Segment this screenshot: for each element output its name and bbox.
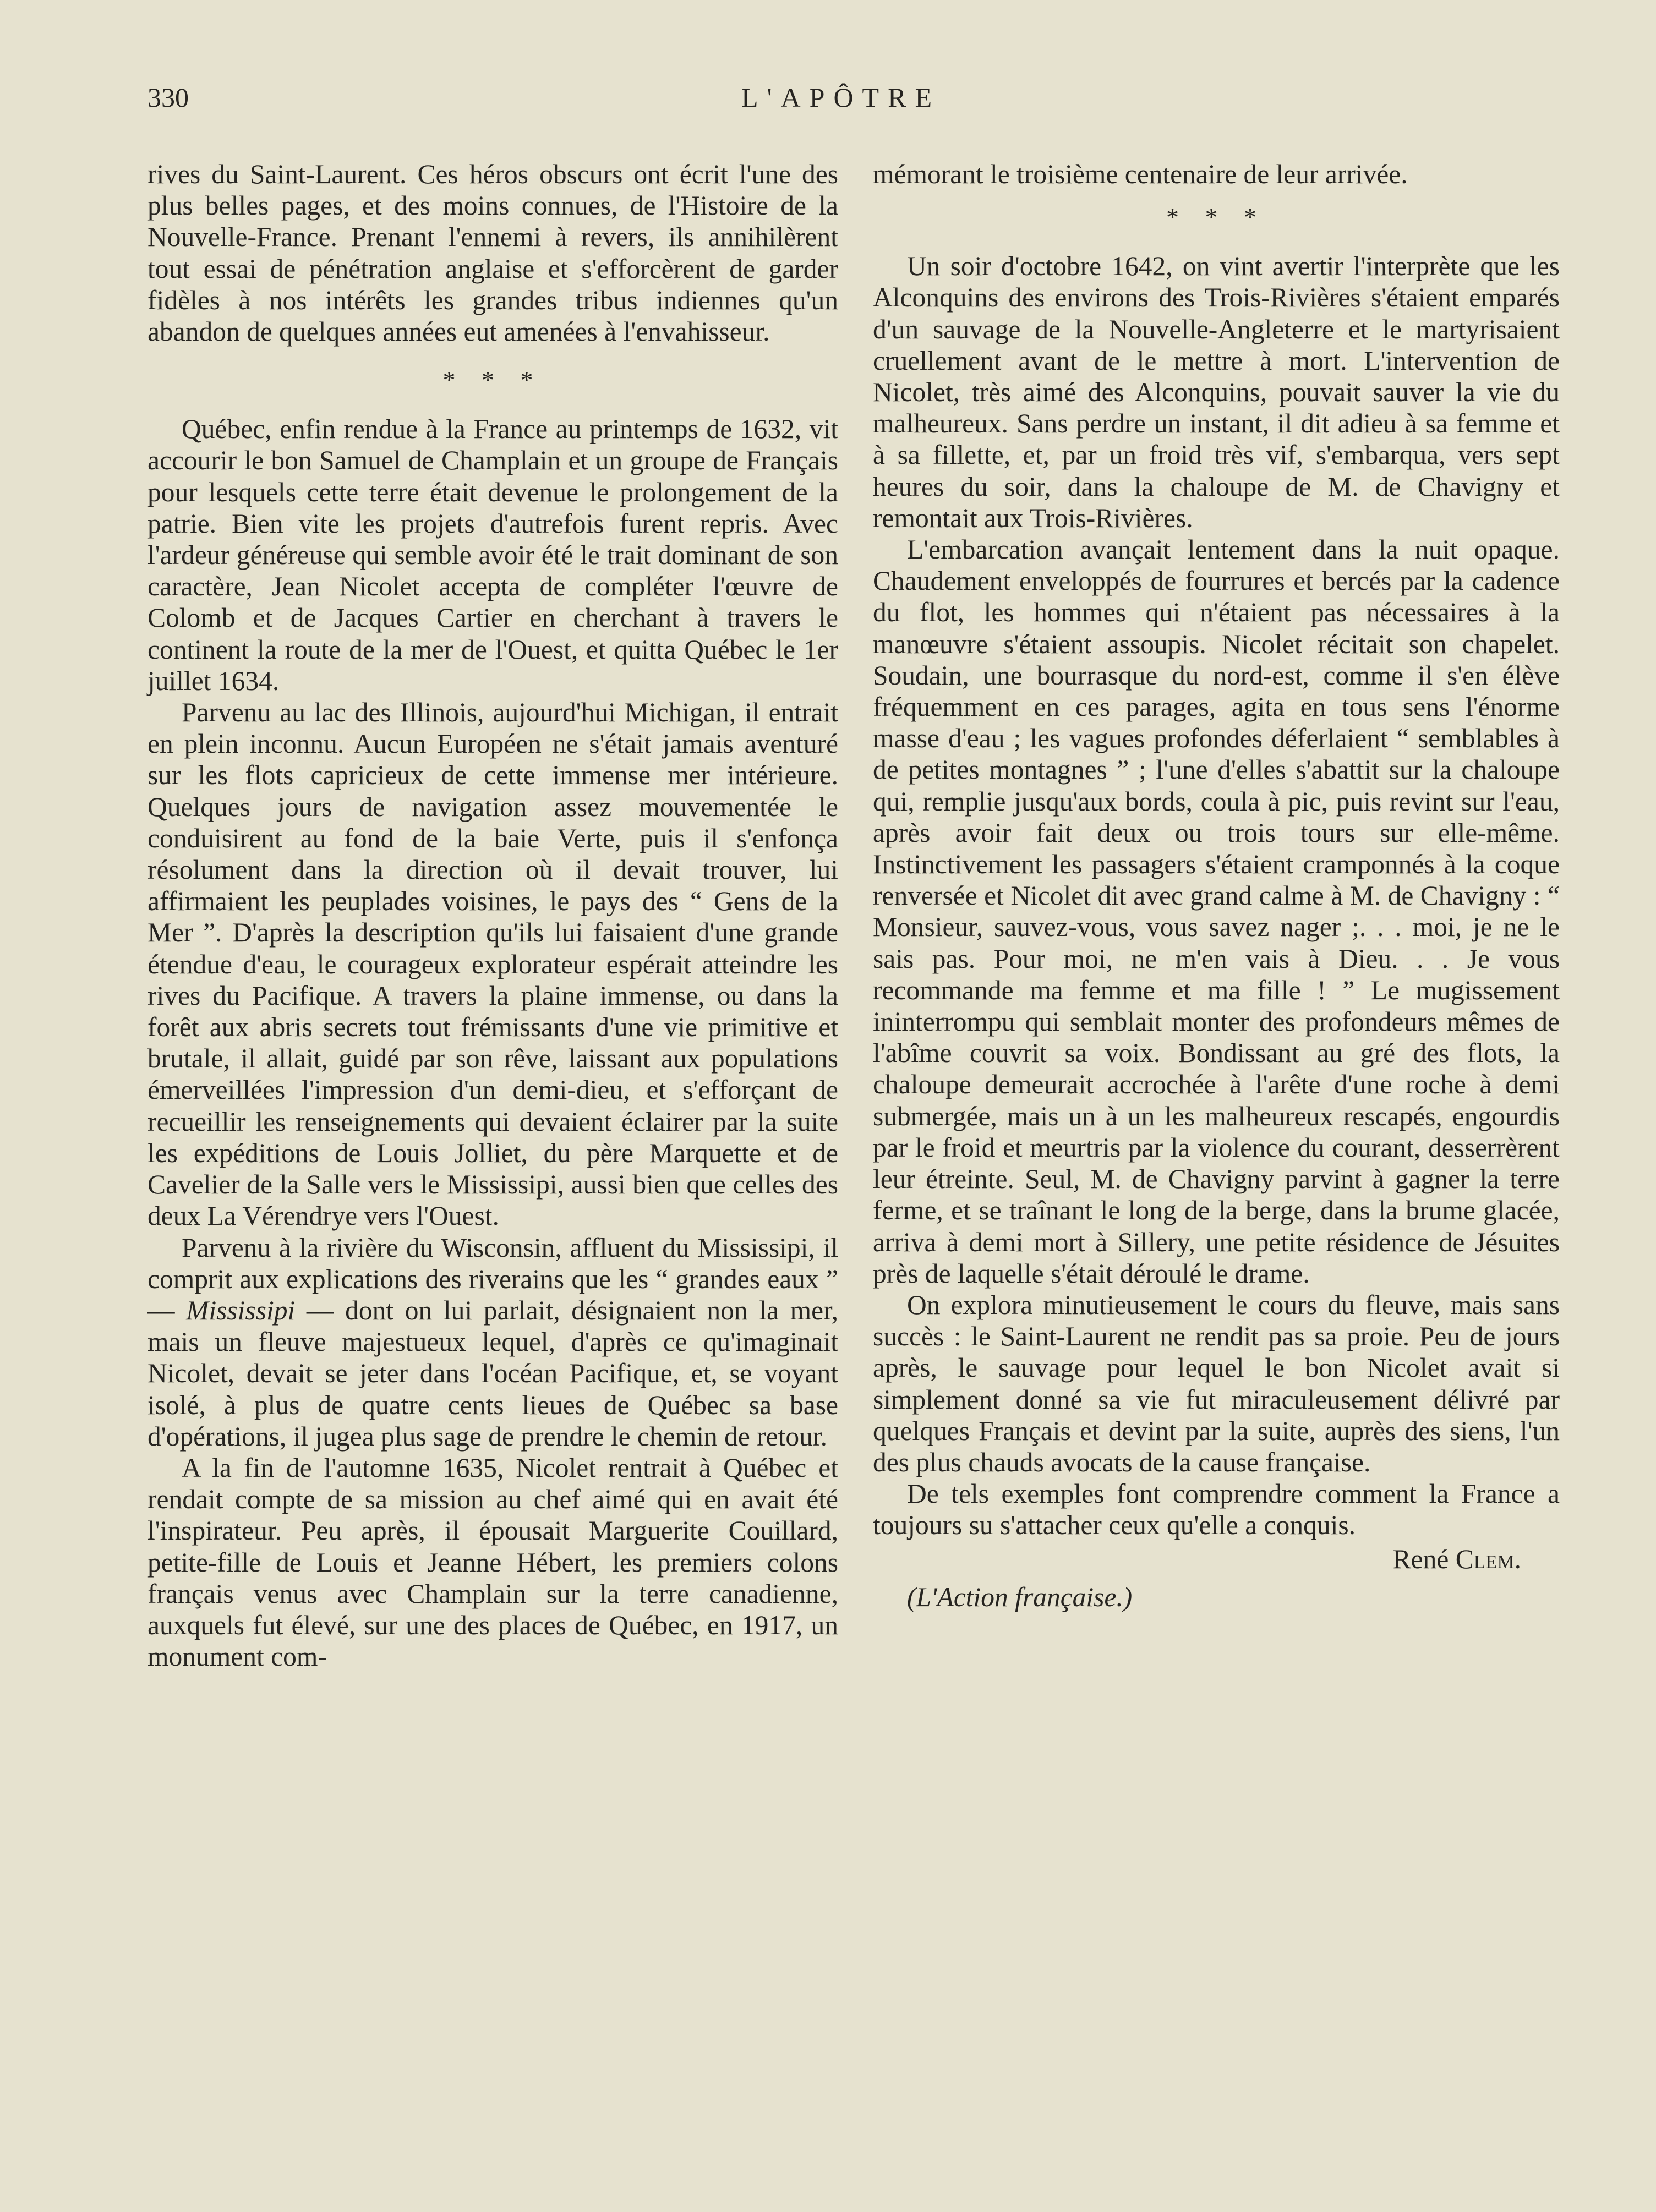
page-header <box>147 81 1534 125</box>
paragraph: L'embarcation avançait lentement dans la nuit opaque. Chaudement enveloppés de fourrures et bercés par la cadence du flot, les hommes qui n'étaient pas nécessaires à la manœuvre s'étaient assoupis. Nicolet récitait son chapelet. Soudain, une bourrasque du nord-est, comme il s'en élève fréquemment en ces parages, agita en tous sens l'énorme masse d'eau ; les vagues profondes déferlaient “ semblables à de petites montagnes ” ; l'une d'elles s'abattit sur la chaloupe qui, remplie jusqu'aux bords, coula à pic, puis revint sur l'eau, après avoir fait deux ou trois tours sur elle-même. Instinctivement les passagers s'étaient cramponnés à la coque renversée et Nicolet dit avec grand calme à M. de Chavigny : “ Monsieur, sauvez-vous, vous savez nager ;. . . moi, je ne le sais pas. Pour moi, ne m'en vais à Dieu. . . Je vous recommande ma femme et ma fille ! ” Le mugissement ininterrompu qui semblait monter des profondeurs mêmes de l'abîme couvrit sa voix. Bondissant au gré des flots, la chaloupe demeurait accrochée à l'arête d'une roche à demi submergée, mais un à un les malheureux rescapés, engourdis par le froid et meurtris par la violence du courant, desserrèrent leur étreinte. Seul, M. de Chavigny parvint à gagner la terre ferme, et se traînant le long de la berge, dans la brume glacée, arriva à demi mort à Sillery, une petite résidence de Jésuites près de laquelle s'était déroulé le drame. <box>873 534 1560 1289</box>
italic-term: Mississipi <box>186 1295 296 1326</box>
paragraph: Un soir d'octobre 1642, on vint avertir l'interprète que les Alconquins des environs des Trois-Rivières s'étaient emparés d'un sauvage de la Nouvelle-Angleterre et le martyrisaient cruellement avant de le mettre à mort. L'intervention de Nicolet, très aimé des Alconquins, pouvait sauver la vie du malheureux. Sans perdre un instant, il dit adieu à sa femme et à sa fillette, et, par un froid très vif, s'embarqua, vers sept heures du soir, dans la chaloupe de M. de Chavigny et remontait aux Trois-Rivières. <box>873 251 1560 533</box>
author-first-name: René <box>1392 1543 1449 1574</box>
author-signature <box>873 1543 1560 1575</box>
paragraph <box>147 1232 838 1452</box>
paragraph-text: — dont on lui parlait, désignaient non la mer, mais un fleuve majestueux lequel, d'après ce qu'imaginait Nicolet, devait se jeter dans l'océan Pacifique, et, se voyant isolé, à plus de quatre cents lieues de Québec sa base d'opérations, il jugea plus sage de prendre le chemin de retour. <box>147 1295 839 1452</box>
paragraph-text: Parvenu à la rivière du Wisconsin, affluent du Mississipi, il comprit aux explications des riverains que les “ grandes eaux ” — <box>147 1232 838 1326</box>
author-surname: Clem. <box>1455 1543 1521 1574</box>
paragraph: A la fin de l'automne 1635, Nicolet rentrait à Québec et rendait compte de sa mission au chef aimé qui en avait été l'inspirateur. Peu après, il épousait Marguerite Couillard, petite-fille de Louis et Jeanne Hébert, les premiers colons français venus avec Champlain sur la terre canadienne, auxquels fut élevé, sur une des places de Québec, en 1917, un monument com- <box>147 1452 838 1672</box>
right-column <box>873 158 1560 1613</box>
paragraph: rives du Saint-Laurent. Ces héros obscurs ont écrit l'une des plus belles pages, et des moins connues, de l'Histoire de la Nouvelle-France. Prenant l'ennemi à revers, ils annihilèrent tout essai de pénétration anglaise et s'efforcèrent de garder fidèles à nos intérêts les grandes tribus indiennes qu'un abandon de quelques années eut amenées à l'envahisseur. <box>147 159 838 347</box>
paragraph: Québec, enfin rendue à la France au printemps de 1632, vit accourir le bon Samuel de Champlain et un groupe de Français pour lesquels cette terre était devenue le prolongement de la patrie. Bien vite les projets d'autrefois furent repris. Avec l'ardeur généreuse qui semble avoir été le trait dominant de son caractère, Jean Nicolet accepta de compléter l'œuvre de Colomb et de Jacques Cartier en cherchant à travers le continent la route de la mer de l'Ouest, et quitta Québec le 1er juillet 1634. <box>147 414 838 696</box>
running-title: L'APÔTRE <box>741 82 941 113</box>
paragraph: De tels exemples font comprendre comment la France a toujours su s'attacher ceux qu'elle a conquis. <box>873 1479 1560 1541</box>
left-column <box>147 158 838 1672</box>
page-number: 330 <box>147 82 189 113</box>
paragraph: Parvenu au lac des Illinois, aujourd'hui Michigan, il entrait en plein inconnu. Aucun Européen ne s'était jamais aventuré sur les flots capricieux de cette immense mer intérieure. Quelques jours de navigation assez mouvementée le conduisirent au fond de la baie Verte, puis il s'enfonça résolument dans la direction où il devait trouver, lui affirmaient les peuplades voisines, le pays des “ Gens de la Mer ”. D'après la description qu'ils lui faisaient d'une grande étendue d'eau, le courageux explorateur espérait atteindre les rives du Pacifique. A travers la plaine immense, ou dans la forêt aux abris secrets tout frémissants d'une vie primitive et brutale, il allait, guidé par son rêve, laissant aux populations émerveillées l'impression d'un demi-dieu, et s'efforçant de recueillir les renseignements qui devaient éclairer par la suite les expéditions de Louis Jolliet, du père Marquette et de Cavelier de la Salle vers le Mississipi, aussi bien que celles des deux La Vérendrye vers l'Ouest. <box>147 697 838 1231</box>
section-separator: * * * <box>1166 203 1266 232</box>
section-separator: * * * <box>442 366 543 395</box>
source-citation: (L'Action française.) <box>907 1581 1133 1612</box>
paragraph: On explora minutieusement le cours du fleuve, mais sans succès : le Saint-Laurent ne rendit pas sa proie. Peu de jours après, le sauvage pour lequel le bon Nicolet avait si simplement donné sa vie fut miraculeusement délivré par quelques Français et devint par la suite, auprès des siens, l'un des plus chauds avocats de la cause française. <box>873 1289 1560 1477</box>
paragraph: mémorant le troisième centenaire de leur arrivée. <box>873 159 1408 189</box>
